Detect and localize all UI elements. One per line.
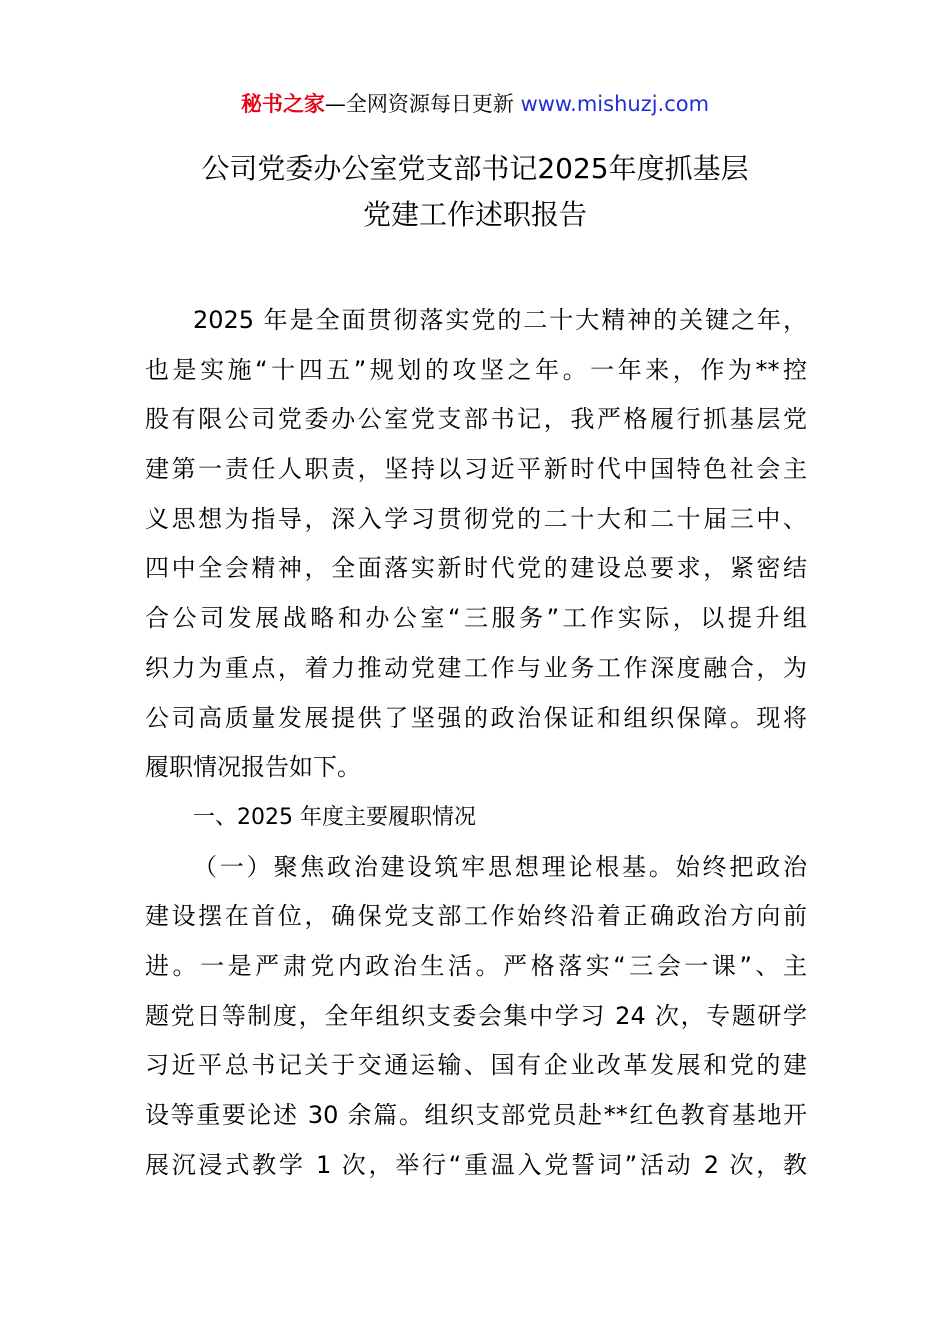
brand-tagline: —全网资源每日更新 bbox=[324, 92, 514, 116]
paragraph-line: 四中全会精神，全面落实新时代党的建设总要求，紧密结 bbox=[145, 554, 807, 583]
paragraph-line: 建第一责任人职责，坚持以习近平新时代中国特色社会主 bbox=[145, 455, 807, 484]
title-line-2: 党建工作述职报告 bbox=[362, 198, 587, 231]
paragraph-line: 义思想为指导，深入学习贯彻党的二十大和二十届三中、 bbox=[145, 504, 807, 533]
paragraph-line: 习近平总书记关于交通运输、国有企业改革发展和党的建 bbox=[145, 1051, 807, 1080]
paragraph-line: 设等重要论述 30 余篇。组织支部党员赴**红色教育基地开 bbox=[145, 1101, 807, 1129]
paragraph-line: （一）聚焦政治建设筑牢思想理论根基。始终把政治 bbox=[193, 852, 807, 881]
intro-paragraph bbox=[145, 296, 807, 793]
paragraph-line: 股有限公司党委办公室党支部书记，我严格履行抓基层党 bbox=[145, 405, 807, 434]
section-heading: 一、2025 年度主要履职情况 bbox=[193, 804, 476, 830]
paragraph-line: 建设摆在首位，确保党支部工作始终沿着正确政治方向前 bbox=[145, 902, 807, 931]
document-body bbox=[145, 296, 807, 1190]
section-paragraph bbox=[145, 843, 807, 1191]
paragraph-line: 题党日等制度，全年组织支委会集中学习 24 次，专题研学 bbox=[145, 1001, 807, 1030]
paragraph-line: 合公司发展战略和办公室“三服务”工作实际，以提升组 bbox=[145, 604, 807, 633]
brand-name: 秘书之家 bbox=[240, 92, 325, 116]
paragraph-line: 织力为重点，着力推动党建工作与业务工作深度融合，为 bbox=[145, 653, 807, 682]
document-title bbox=[100, 146, 850, 238]
title-line-1: 公司党委办公室党支部书记2025年度抓基层 bbox=[201, 152, 749, 185]
paragraph-line: 公司高质量发展提供了坚强的政治保证和组织保障。现将 bbox=[145, 703, 807, 732]
site-link[interactable]: www.mishuzj.com bbox=[520, 92, 710, 116]
source-banner bbox=[0, 88, 950, 120]
paragraph-line: 也是实施“十四五”规划的攻坚之年。一年来，作为**控 bbox=[145, 355, 807, 384]
paragraph-line: 履职情况报告如下。 bbox=[145, 753, 361, 782]
paragraph-line: 进。一是严肃党内政治生活。严格落实“三会一课”、主 bbox=[145, 951, 807, 980]
paragraph-line: 展沉浸式教学 1 次，举行“重温入党誓词”活动 2 次，教 bbox=[145, 1150, 807, 1179]
paragraph-line: 2025 年是全面贯彻落实党的二十大精神的关键之年， bbox=[193, 306, 807, 334]
